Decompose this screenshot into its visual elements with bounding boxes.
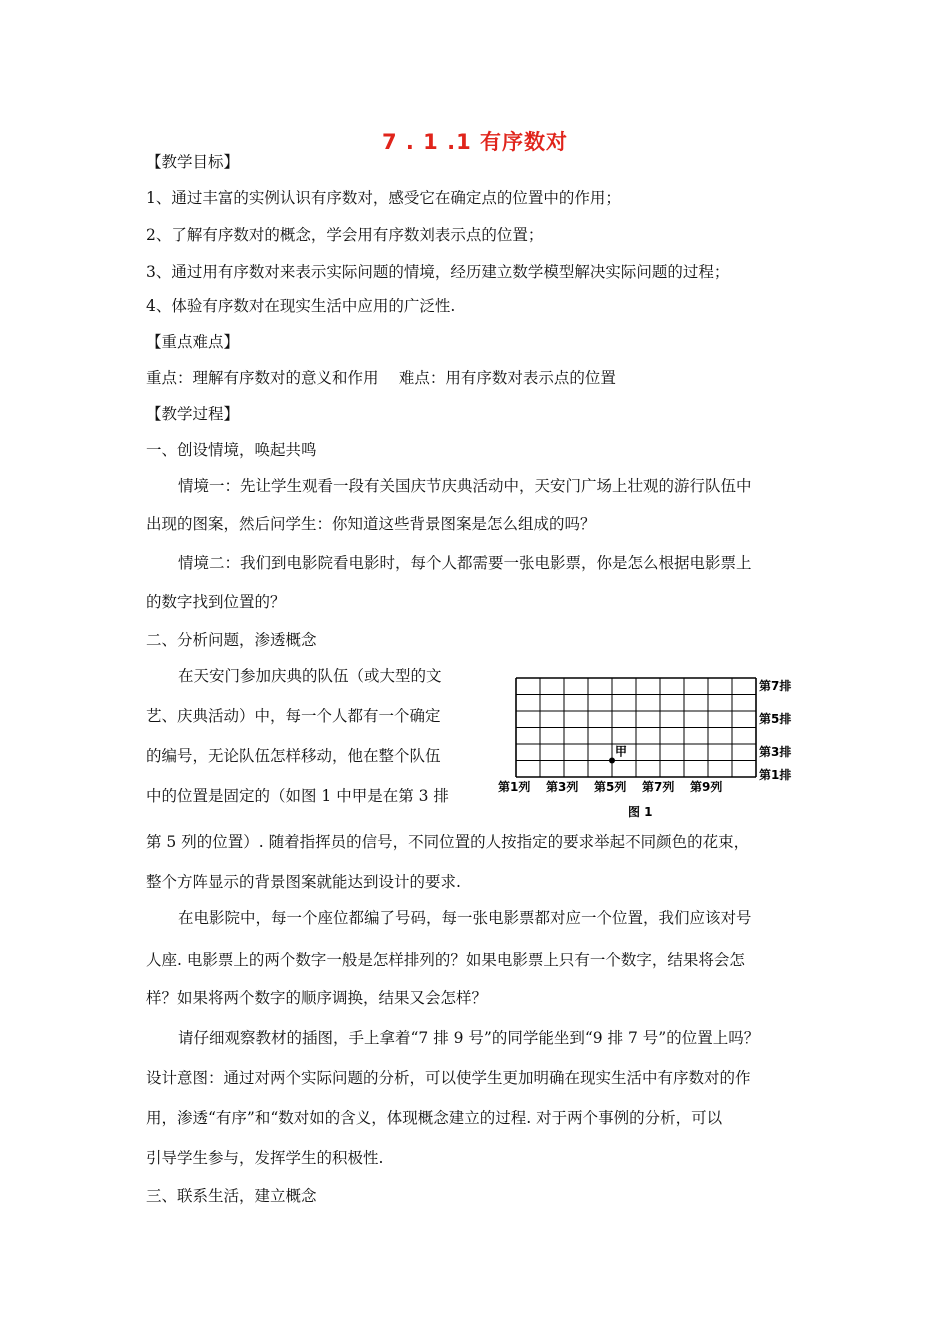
text-line: 用，渗透“有序”和“数对如的含义，体现概念建立的过程. 对于两个事例的分析，可以 <box>146 1109 723 1127</box>
row-labels <box>759 678 791 782</box>
column-label: 第9列 <box>690 780 723 794</box>
point-label: 甲 <box>615 744 628 759</box>
text-line: 3、通过用有序数对来表示实际问题的情境，经历建立数学模型解决实际问题的过程； <box>146 263 730 281</box>
text-line: 【教学目标】 <box>146 153 240 171</box>
text-line: 二、分析问题，渗透概念 <box>146 631 317 649</box>
text-line: 整个方阵显示的背景图案就能达到设计的要求. <box>146 873 461 891</box>
row-label: 第3排 <box>759 745 792 759</box>
column-labels <box>498 779 722 794</box>
row-label: 第1排 <box>759 768 792 782</box>
text-line: 的数字找到位置的？ <box>146 593 286 611</box>
text-line: 情境一：先让学生观看一段有关国庆节庆典活动中，天安门广场上壮观的游行队伍中 <box>178 477 752 495</box>
page-title: 7 . 1 .1 有序数对 <box>381 130 569 154</box>
text-line: 请仔细观察教材的插图，手上拿着“7 排 9 号”的同学能坐到“9 排 7 号”的位置上吗？ <box>178 1029 760 1047</box>
text-line: 4、体验有序数对在现实生活中应用的广泛性. <box>146 297 456 315</box>
text-line: 【教学过程】 <box>146 405 240 423</box>
text-line: 1、通过丰富的实例认识有序数对，感受它在确定点的位置中的作用； <box>146 189 621 207</box>
text-line: 设计意图：通过对两个实际问题的分析，可以使学生更加明确在现实生活中有序数对的作 <box>146 1069 751 1087</box>
text-line: 的编号，无论队伍怎样移动，他在整个队伍 <box>146 747 441 765</box>
text-line: 引导学生参与，发挥学生的积极性. <box>146 1149 384 1167</box>
figure-1 <box>494 674 794 824</box>
text-line: 出现的图案，然后问学生：你知道这些背景图案是怎么组成的吗？ <box>146 515 596 533</box>
text-line: 情境二：我们到电影院看电影时，每个人都需要一张电影票，你是怎么根据电影票上 <box>178 554 752 572</box>
column-label: 第3列 <box>546 780 579 794</box>
grid-lines <box>516 678 756 777</box>
column-label: 第1列 <box>498 780 531 794</box>
row-label: 第7排 <box>759 679 792 693</box>
seating-grid-diagram <box>494 674 794 824</box>
text-line: 三、联系生活，建立概念 <box>146 1187 317 1205</box>
text-line: 【重点难点】 <box>146 333 240 351</box>
text-line: 在天安门参加庆典的队伍（或大型的文 <box>178 667 442 685</box>
text-line: 艺、庆典活动）中，每一个人都有一个确定 <box>146 707 441 725</box>
figure-caption: 图 1 <box>628 805 653 819</box>
text-line: 2、了解有序数对的概念，学会用有序数刘表示点的位置； <box>146 226 544 244</box>
row-label: 第5排 <box>759 712 792 726</box>
text-line: 重点：理解有序数对的意义和作用 难点：用有序数对表示点的位置 <box>146 369 616 387</box>
text-line: 第 5 列的位置）. 随着指挥员的信号，不同位置的人按指定的要求举起不同颜色的花束， <box>146 833 750 851</box>
text-line: 样？如果将两个数字的顺序调换，结果又会怎样？ <box>146 989 488 1007</box>
text-line: 人座. 电影票上的两个数字一般是怎样排列的？如果电影票上只有一个数字，结果将会怎 <box>146 951 745 969</box>
column-label: 第7列 <box>642 780 675 794</box>
text-line: 一、创设情境，唤起共鸣 <box>146 441 317 459</box>
column-label: 第5列 <box>594 780 627 794</box>
text-line: 中的位置是固定的（如图 1 中甲是在第 3 排 <box>146 787 449 805</box>
text-line: 在电影院中，每一个座位都编了号码，每一张电影票都对应一个位置，我们应该对号 <box>178 909 752 927</box>
